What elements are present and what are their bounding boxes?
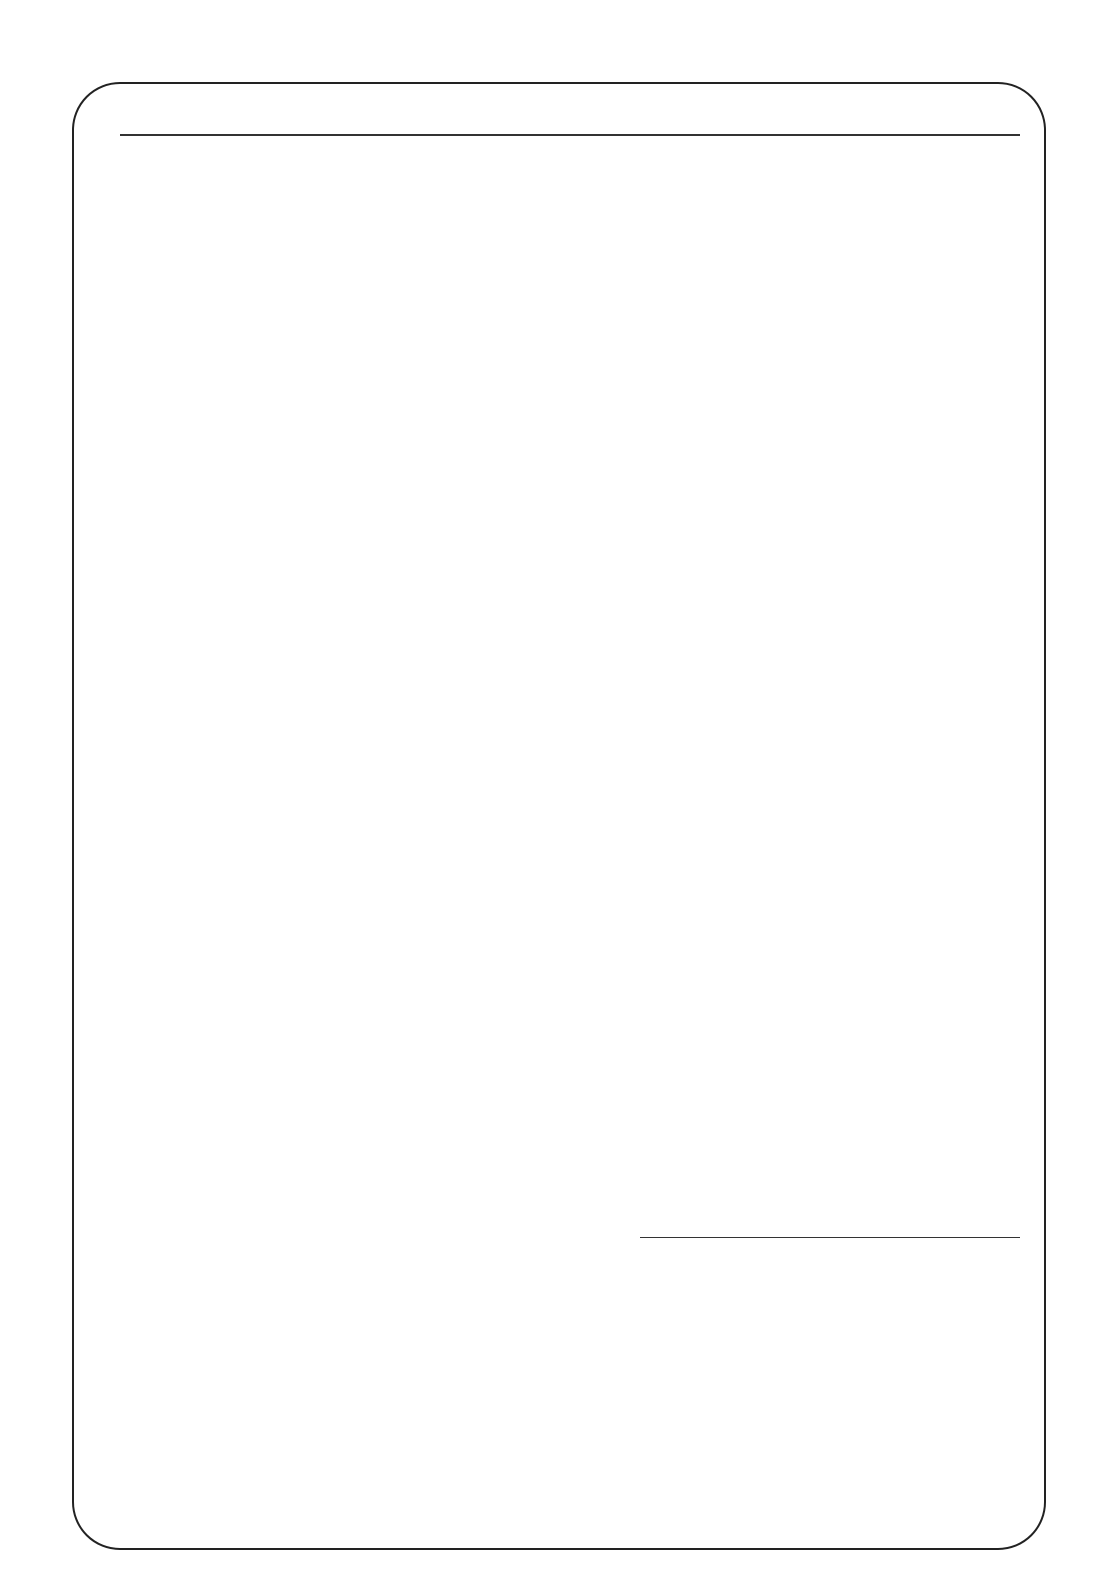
footnote-rule (640, 1237, 1020, 1238)
header-rule (120, 134, 1020, 136)
page-header (120, 96, 1020, 130)
footnotes (130, 1248, 1010, 1498)
main-content (130, 150, 990, 1230)
